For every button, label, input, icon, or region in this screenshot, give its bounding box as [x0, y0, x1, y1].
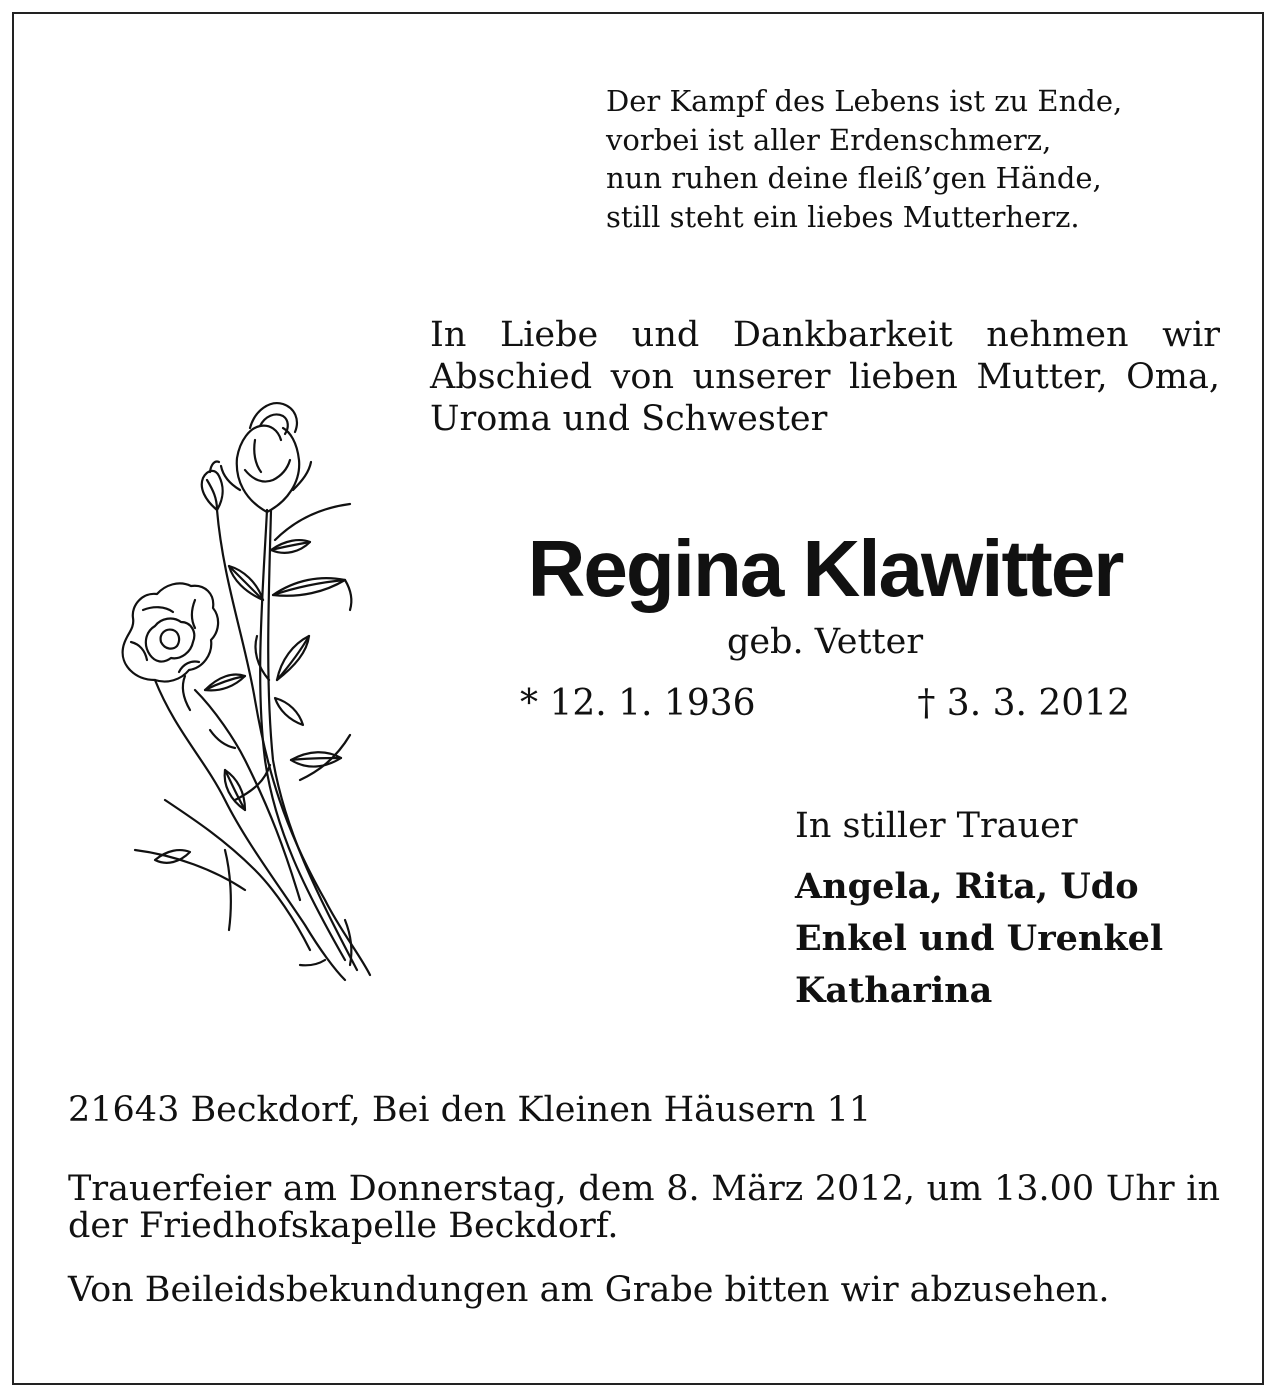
rose-illustration	[95, 380, 395, 990]
death-date: † 3. 3. 2012	[917, 683, 1130, 724]
intro-text: In Liebe und Dankbarkeit nehmen wir Abschied von unserer lieben Mutter, Oma, Uroma und Schwester	[430, 315, 1220, 439]
mourning-intro: In stiller Trauer	[795, 806, 1078, 846]
poem-line: still steht ein liebes Mutterherz.	[606, 199, 1080, 234]
funeral-service-info: Trauerfeier am Donnerstag, dem 8. März 2012, um 13.00 Uhr in der Friedhofskapelle Beckdorf.	[68, 1169, 1220, 1246]
address: 21643 Beckdorf, Bei den Kleinen Häusern 11	[68, 1090, 872, 1130]
born-name: geb. Vetter	[726, 622, 924, 662]
mourner-line: Katharina	[795, 970, 993, 1011]
deceased-name: Regina Klawitter	[527, 524, 1123, 613]
mourner-line: Enkel und Urenkel	[795, 918, 1164, 959]
condolence-note: Von Beileidsbekundungen am Grabe bitten wir abzusehen.	[68, 1270, 1110, 1310]
poem-line: vorbei ist aller Erdenschmerz,	[606, 122, 1052, 157]
mourner-line: Angela, Rita, Udo	[795, 866, 1139, 907]
poem-line: Der Kampf des Lebens ist zu Ende,	[606, 84, 1123, 118]
poem	[606, 82, 1122, 236]
poem-line: nun ruhen deine fleiß’gen Hände,	[606, 161, 1102, 195]
birth-date: * 12. 1. 1936	[520, 683, 756, 724]
mourners-list	[795, 861, 1163, 1017]
